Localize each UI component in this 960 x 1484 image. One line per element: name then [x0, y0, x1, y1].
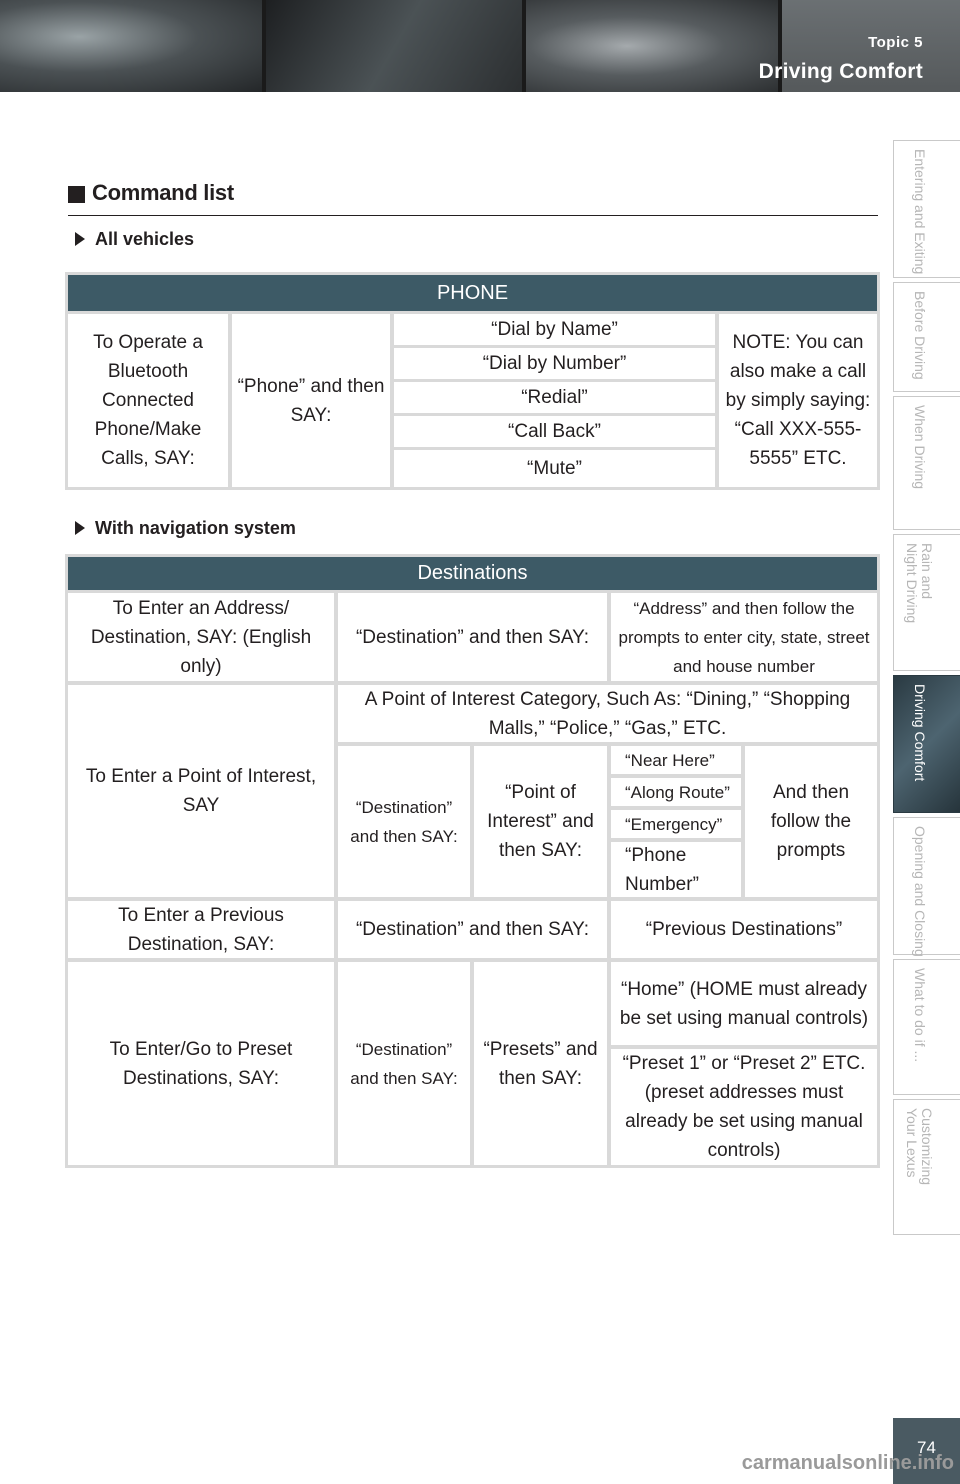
table-cell-poi-option: “Phone Number” — [611, 842, 741, 897]
tab-when-driving[interactable] — [893, 396, 960, 530]
tab-label: Entering and Exiting — [912, 149, 928, 275]
banner-divider — [262, 0, 266, 92]
banner-photo-interior — [265, 0, 525, 92]
tab-label: Rain and Night Driving — [904, 543, 935, 624]
table-cell-poi-then: “Destination” and then SAY: — [338, 746, 470, 897]
table-cell-command: “Redial” — [394, 382, 715, 413]
tab-label: Before Driving — [912, 291, 928, 380]
table-header: Destinations — [68, 557, 877, 590]
page-number: 74 — [893, 1418, 960, 1484]
triangle-bullet-icon — [75, 232, 85, 246]
tab-before-driving[interactable] — [893, 282, 960, 392]
watermark: carmanualsonline.info — [741, 1452, 954, 1474]
table-cell-command: “Dial by Name” — [394, 314, 715, 345]
table-header: PHONE — [68, 275, 877, 311]
table-cell-previous-result: “Previous Destinations” — [611, 901, 877, 958]
table-cell-command: “Dial by Number” — [394, 348, 715, 379]
table-cell-preset-home: “Home” (HOME must already be set using manual controls) — [611, 962, 877, 1045]
tab-customizing-your-lexus[interactable] — [893, 1099, 960, 1235]
table-cell-poi-option: “Emergency” — [611, 810, 741, 838]
table-cell-poi-follow: And then follow the prompts — [745, 746, 877, 897]
tab-rain-and-night-driving[interactable] — [893, 534, 960, 671]
table-cell-preset-label: To Enter/Go to Preset Destinations, SAY: — [68, 962, 334, 1165]
tab-what-to-do-if[interactable] — [893, 959, 960, 1095]
tab-label: Customizing Your Lexus — [904, 1108, 935, 1186]
banner-photo-headlight — [0, 0, 265, 92]
table-cell-preset-then: “Destination” and then SAY: — [338, 962, 470, 1165]
tab-label: When Driving — [912, 405, 928, 490]
table-cell-poi-label: To Enter a Point of Interest, SAY — [68, 685, 334, 897]
section-heading — [68, 180, 878, 216]
tab-label: What to do if ... — [912, 968, 928, 1063]
table-cell-operate: To Operate a Bluetooth Connected Phone/Make Calls, SAY: — [68, 314, 228, 487]
header-banner — [0, 0, 960, 92]
topic-title: Driving Comfort — [758, 60, 923, 83]
table-cell-poi-option: “Near Here” — [611, 746, 741, 774]
tab-entering-and-exiting[interactable] — [893, 140, 960, 278]
table-cell-preset-presets: “Presets” and then SAY: — [474, 962, 607, 1165]
topic-label: Topic 5 — [868, 34, 923, 51]
subheading-text: All vehicles — [95, 229, 195, 249]
chapter-tabs — [893, 140, 960, 1239]
phone-command-table — [65, 272, 880, 490]
table-cell-previous-label: To Enter a Previous Destination, SAY: — [68, 901, 334, 958]
tab-driving-comfort[interactable] — [893, 675, 960, 813]
subheading-text: With navigation system — [95, 518, 296, 538]
square-bullet-icon — [68, 186, 85, 203]
subheading-all-vehicles — [75, 229, 194, 250]
tab-label: Driving Comfort — [912, 684, 928, 782]
tab-label: Opening and Closing — [912, 826, 928, 957]
triangle-bullet-icon — [75, 521, 85, 535]
table-cell-phone-then: “Phone” and then SAY: — [232, 314, 390, 487]
table-cell-address-result: “Address” and then follow the prompts to enter city, state, street and house number — [611, 593, 877, 681]
subheading-navigation — [75, 518, 296, 539]
banner-divider — [522, 0, 526, 92]
banner-photo-wheel — [525, 0, 780, 92]
table-cell-note: NOTE: You can also make a call by simply saying: “Call XXX-555-5555” ETC. — [719, 314, 877, 487]
table-cell-preset-number: “Preset 1” or “Preset 2” ETC. (preset addresses must already be set using manual controls) — [611, 1049, 877, 1165]
tab-opening-and-closing[interactable] — [893, 817, 960, 955]
table-cell-address-label: To Enter an Address/ Destination, SAY: (English only) — [68, 593, 334, 681]
table-cell-poi-option: “Along Route” — [611, 778, 741, 806]
destinations-command-table — [65, 554, 880, 1168]
table-cell-command: “Mute” — [394, 450, 715, 487]
section-title: Command list — [92, 180, 234, 205]
table-cell-poi-point: “Point of Interest” and then SAY: — [474, 746, 607, 897]
table-cell-poi-category: A Point of Interest Category, Such As: “Dining,” “Shopping Malls,” “Police,” “Gas,” ETC. — [338, 685, 877, 742]
table-cell-previous-then: “Destination” and then SAY: — [338, 901, 607, 958]
table-cell-address-then: “Destination” and then SAY: — [338, 593, 607, 681]
table-cell-command: “Call Back” — [394, 416, 715, 447]
